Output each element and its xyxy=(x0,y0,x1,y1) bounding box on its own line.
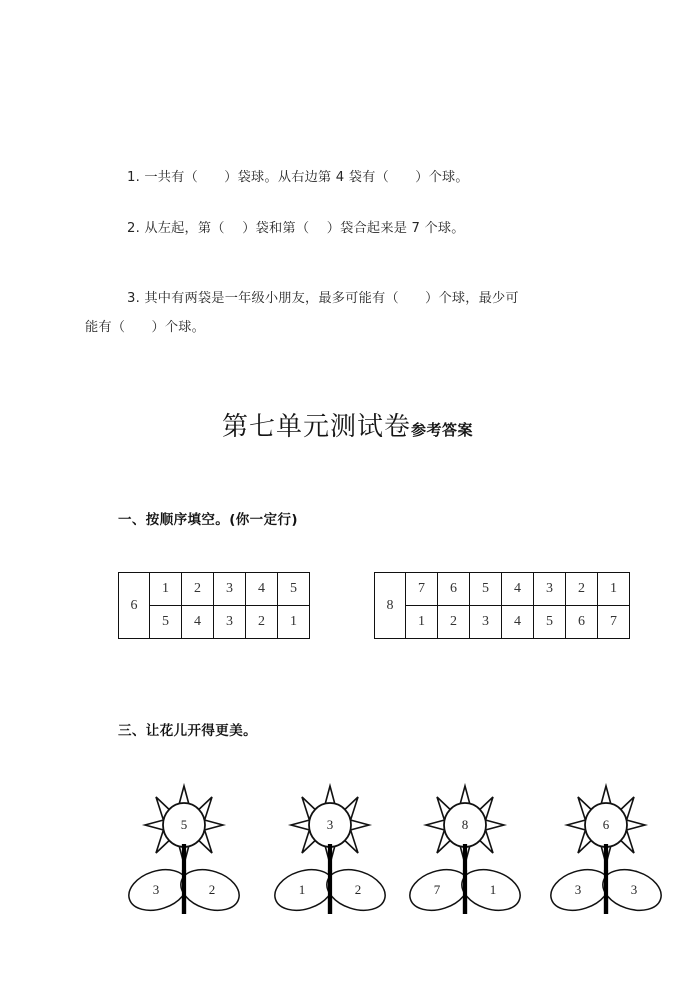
flower-diagram-1 xyxy=(114,778,254,918)
left-sequence-table xyxy=(118,572,310,639)
right-table-top-cell-4: 4 xyxy=(502,573,534,606)
right-table-top-cell-6: 2 xyxy=(566,573,598,606)
flower-diagram-4 xyxy=(536,778,676,918)
question-2 xyxy=(0,219,695,239)
flower-right-leaf-value: 2 xyxy=(354,881,362,897)
question-3-text-line-1: 3. 其中有两袋是一年级小朋友，最多可能有（ ）个球，最少可 xyxy=(127,291,519,306)
left-table-bottom-cell-3: 3 xyxy=(214,606,246,639)
right-table-bottom-cell-3: 3 xyxy=(470,606,502,639)
right-table-top-cell-5: 3 xyxy=(534,573,566,606)
table-row xyxy=(119,573,310,606)
left-table-bottom-cell-4: 2 xyxy=(246,606,278,639)
question-1 xyxy=(0,168,695,188)
right-table-top-cell-3: 5 xyxy=(470,573,502,606)
right-table-bottom-cell-5: 5 xyxy=(534,606,566,639)
flower-center-value: 6 xyxy=(602,816,610,832)
right-table-bottom-cell-2: 2 xyxy=(438,606,470,639)
left-table-top-cell-4: 4 xyxy=(246,573,278,606)
flower-left-leaf-value: 1 xyxy=(298,881,306,897)
right-table-bottom-cell-1: 1 xyxy=(406,606,438,639)
page-title-answer-key-label: 参考答案 xyxy=(411,421,474,439)
section-heading-one: 一、按顺序填空。(你一定行) xyxy=(118,512,298,528)
flower-center-value: 8 xyxy=(461,816,469,832)
left-table-top-cell-1: 1 xyxy=(150,573,182,606)
flower-right-leaf-value: 2 xyxy=(208,881,216,897)
right-table-top-cell-2: 6 xyxy=(438,573,470,606)
flower-left-leaf-value: 3 xyxy=(152,881,160,897)
right-table-bottom-cell-6: 6 xyxy=(566,606,598,639)
right-sequence-table xyxy=(374,572,630,639)
right-table-bottom-cell-4: 4 xyxy=(502,606,534,639)
left-table-bottom-cell-1: 5 xyxy=(150,606,182,639)
flower-center-value: 3 xyxy=(326,816,334,832)
left-table-bottom-cell-5: 1 xyxy=(278,606,310,639)
left-table-top-cell-3: 3 xyxy=(214,573,246,606)
right-table-top-cell-7: 1 xyxy=(598,573,630,606)
table-row xyxy=(375,573,630,606)
page-title-main: 第七单元测试卷 xyxy=(221,412,411,442)
left-table-bottom-cell-2: 4 xyxy=(182,606,214,639)
left-table-top-cell-2: 2 xyxy=(182,573,214,606)
flower-left-leaf-value: 7 xyxy=(433,881,441,897)
page-title xyxy=(0,406,695,443)
left-table-lead-cell: 6 xyxy=(119,573,150,639)
question-3-text-line-2: 能有（ ）个球。 xyxy=(85,320,206,335)
flower-right-leaf-value: 3 xyxy=(630,881,638,897)
flower-left-leaf-value: 3 xyxy=(574,881,582,897)
right-table-lead-cell: 8 xyxy=(375,573,406,639)
left-table-top-cell-5: 5 xyxy=(278,573,310,606)
section-heading-three: 三、让花儿开得更美。 xyxy=(118,723,257,739)
flower-center-value: 5 xyxy=(180,816,188,832)
flower-right-leaf-value: 1 xyxy=(489,881,497,897)
question-3-line-2 xyxy=(0,318,695,338)
question-3-line-1 xyxy=(0,289,695,309)
question-1-text: 1. 一共有（ ）袋球。从右边第 4 袋有（ ）个球。 xyxy=(127,170,469,185)
right-table-bottom-cell-7: 7 xyxy=(598,606,630,639)
flower-diagram-2 xyxy=(260,778,400,918)
flower-diagram-row xyxy=(0,778,695,918)
table-row xyxy=(375,606,630,639)
flower-diagram-3 xyxy=(395,778,535,918)
right-table-top-cell-1: 7 xyxy=(406,573,438,606)
question-2-text: 2. 从左起，第（ ）袋和第（ ）袋合起来是 7 个球。 xyxy=(127,221,465,236)
